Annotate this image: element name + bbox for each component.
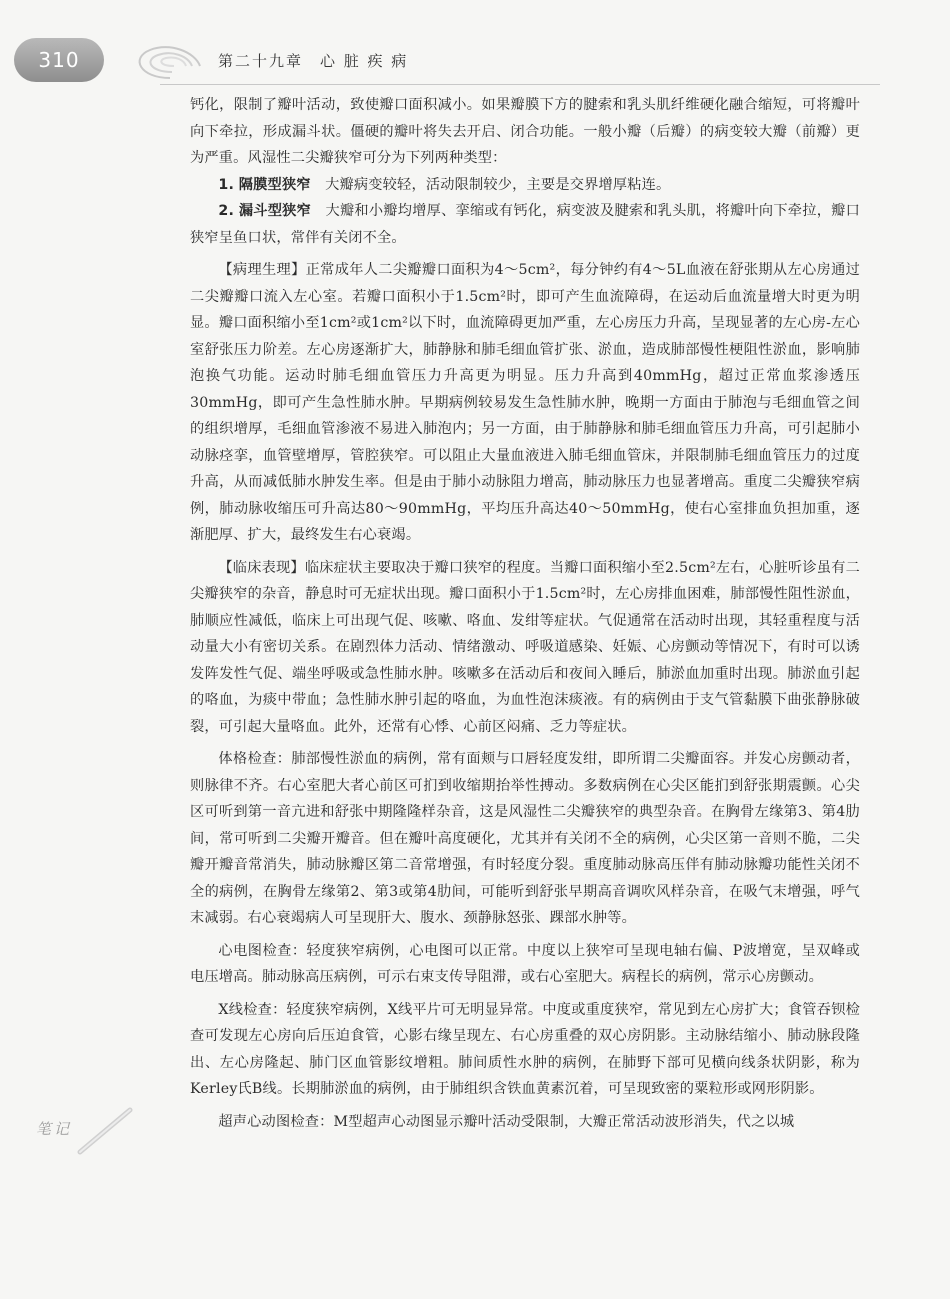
page-number: 310	[14, 38, 104, 82]
type-item-2	[190, 198, 860, 251]
item-text: 大瓣病变较轻，活动限制较少，主要是交界增厚粘连。	[310, 176, 671, 193]
section-text: 临床症状主要取决于瓣口狭窄的程度。当瓣口面积缩小至2.5cm²左右，心脏听诊虽有二尖瓣狭窄的杂音，静息时可无症状出现。瓣口面积小于1.5cm²时，左心房排血困难，肺部慢性阻性淤血，肺顺应性减低，临床上可出现气促、咳嗽、咯血、发绀等症状。气促通常在活动时出现，其轻重程度与活动量大小有密切关系。在剧烈体力活动、情绪激动、呼吸道感染、妊娠、心房颤动等情况下，有时可以诱发阵发性气促、端坐呼吸或急性肺水肿。咳嗽多在活动后和夜间入睡后，肺淤血加重时出现。肺淤血引起的咯血，为痰中带血；急性肺水肿引起的咯血，为血性泡沫痰液。有的病例由于支气管黏膜下曲张静脉破裂，可引起大量咯血。此外，还常有心悸、心前区闷痛、乏力等症状。	[190, 559, 860, 735]
section-heading: 【临床表现】	[218, 559, 305, 576]
term-funnel-stenosis: 漏斗型狭窄	[238, 203, 312, 219]
notes-label: 笔记	[36, 1120, 73, 1138]
item-number: 2.	[218, 203, 235, 219]
section-heading: 【病理生理】	[218, 262, 306, 278]
paragraph-physical-exam: 体格检查：肺部慢性淤血的病例，常有面颊与口唇轻度发绀，即所谓二尖瓣面容。并发心房颤动者，则脉律不齐。右心室肥大者心前区可扪到收缩期抬举性搏动。多数病例在心尖区能扪到舒张期震颤。心尖区可听到第一音亢进和舒张中期隆隆样杂音，这是风湿性二尖瓣狭窄的典型杂音。在胸骨左缘第3、第4肋间，常可听到二尖瓣开瓣音。但在瓣叶高度硬化，尤其并有关闭不全的病例，心尖区第一音则不脆，二尖瓣开瓣音常消失，肺动脉瓣区第二音常增强，有时轻度分裂。重度肺动脉高压伴有肺动脉瓣功能性关闭不全的病例，在胸骨左缘第2、第3或第4肋间，可能听到舒张早期高音调吹风样杂音，在吸气末增强，呼气末减弱。右心衰竭病人可呈现肝大、腹水、颈静脉怒张、踝部水肿等。	[190, 751, 860, 926]
pen-icon	[60, 1100, 140, 1160]
header-divider	[160, 84, 880, 85]
chapter-title: 第二十九章 心 脏 疾 病	[218, 52, 409, 70]
item-number: 1.	[218, 176, 235, 193]
paragraph-echo: 超声心动图检查：M型超声心动图显示瓣叶活动受限制，大瓣正常活动波形消失，代之以城	[218, 1113, 795, 1130]
section-text: 正常成年人二尖瓣瓣口面积为4～5cm²，每分钟约有4～5L血液在舒张期从左心房通过二尖瓣瓣口流入左心室。若瓣口面积小于1.5cm²时，即可产生血流障碍，在运动后血流量增大时更为明显。瓣口面积缩小至1cm²或1cm²以下时，血流障碍更加严重，左心房压力升高，呈现显著的左心房-左心室舒张压力阶差。左心房逐渐扩大，肺静脉和肺毛细血管扩张、淤血，造成肺部慢性梗阻性淤血，影响肺泡换气功能。运动时肺毛细血管压力升高更为明显。压力升高到40mmHg，超过正常血浆渗透压30mmHg，即可产生急性肺水肿。早期病例较易发生急性肺水肿，晚期一方面由于肺泡与毛细血管之间的组织增厚，毛细血管渗液不易进入肺泡内；另一方面，由于肺静脉和肺毛细血管压力升高，可引起肺小动脉痉挛，血管壁增厚，管腔狭窄。可以阻止大量血液进入肺毛细血管床，并限制肺毛细血管压力的过度升高，从而减低肺水肿发生率。但是由于肺小动脉阻力增高，肺动脉压力也显著增高。重度二尖瓣狭窄病例，肺动脉收缩压可升高达80～90mmHg，平均压升高达40～50mmHg，使右心室排血负担加重，逐渐肥厚、扩大，最终发生右心衰竭。	[190, 262, 860, 543]
paragraph-intro: 钙化，限制了瓣叶活动，致使瓣口面积减小。如果瓣膜下方的腱索和乳头肌纤维硬化融合缩短，可将瓣叶向下牵拉，形成漏斗状。僵硬的瓣叶将失去开启、闭合功能。一般小瓣（后瓣）的病变较大瓣（前瓣）更为严重。风湿性二尖瓣狭窄可分为下列两种类型：	[190, 97, 860, 166]
swirl-ornament-icon	[100, 38, 210, 86]
type-item-1	[190, 172, 860, 199]
item-text: 大瓣和小瓣均增厚、挛缩或有钙化，病变波及腱索和乳头肌，将瓣叶向下牵拉，瓣口狭窄呈鱼口状，常伴有关闭不全。	[190, 203, 860, 246]
page-body	[190, 92, 860, 1135]
paragraph-xray: X线检查：轻度狭窄病例，X线平片可无明显异常。中度或重度狭窄，常见到左心房扩大；食管吞钡检查可发现左心房向后压迫食管，心影右缘呈现左、右心房重叠的双心房阴影。主动脉结缩小、肺动脉段隆出、左心房隆起、肺门区血管影纹增粗。肺间质性水肿的病例，在肺野下部可见横向线条状阴影，称为Kerley氏B线。长期肺淤血的病例，由于肺组织含铁血黄素沉着，可呈现致密的粟粒形或网形阴影。	[190, 1001, 860, 1097]
paragraph-ecg: 心电图检查：轻度狭窄病例，心电图可以正常。中度以上狭窄可呈现电轴右偏、P波增宽，呈双峰或电压增高。肺动脉高压病例，可示右束支传导阻滞，或右心室肥大。病程长的病例，常示心房颤动。	[190, 942, 860, 985]
section-pathophysiology	[190, 257, 860, 549]
section-clinical	[190, 555, 860, 741]
term-diaphragm-stenosis: 隔膜型狭窄	[238, 176, 311, 193]
